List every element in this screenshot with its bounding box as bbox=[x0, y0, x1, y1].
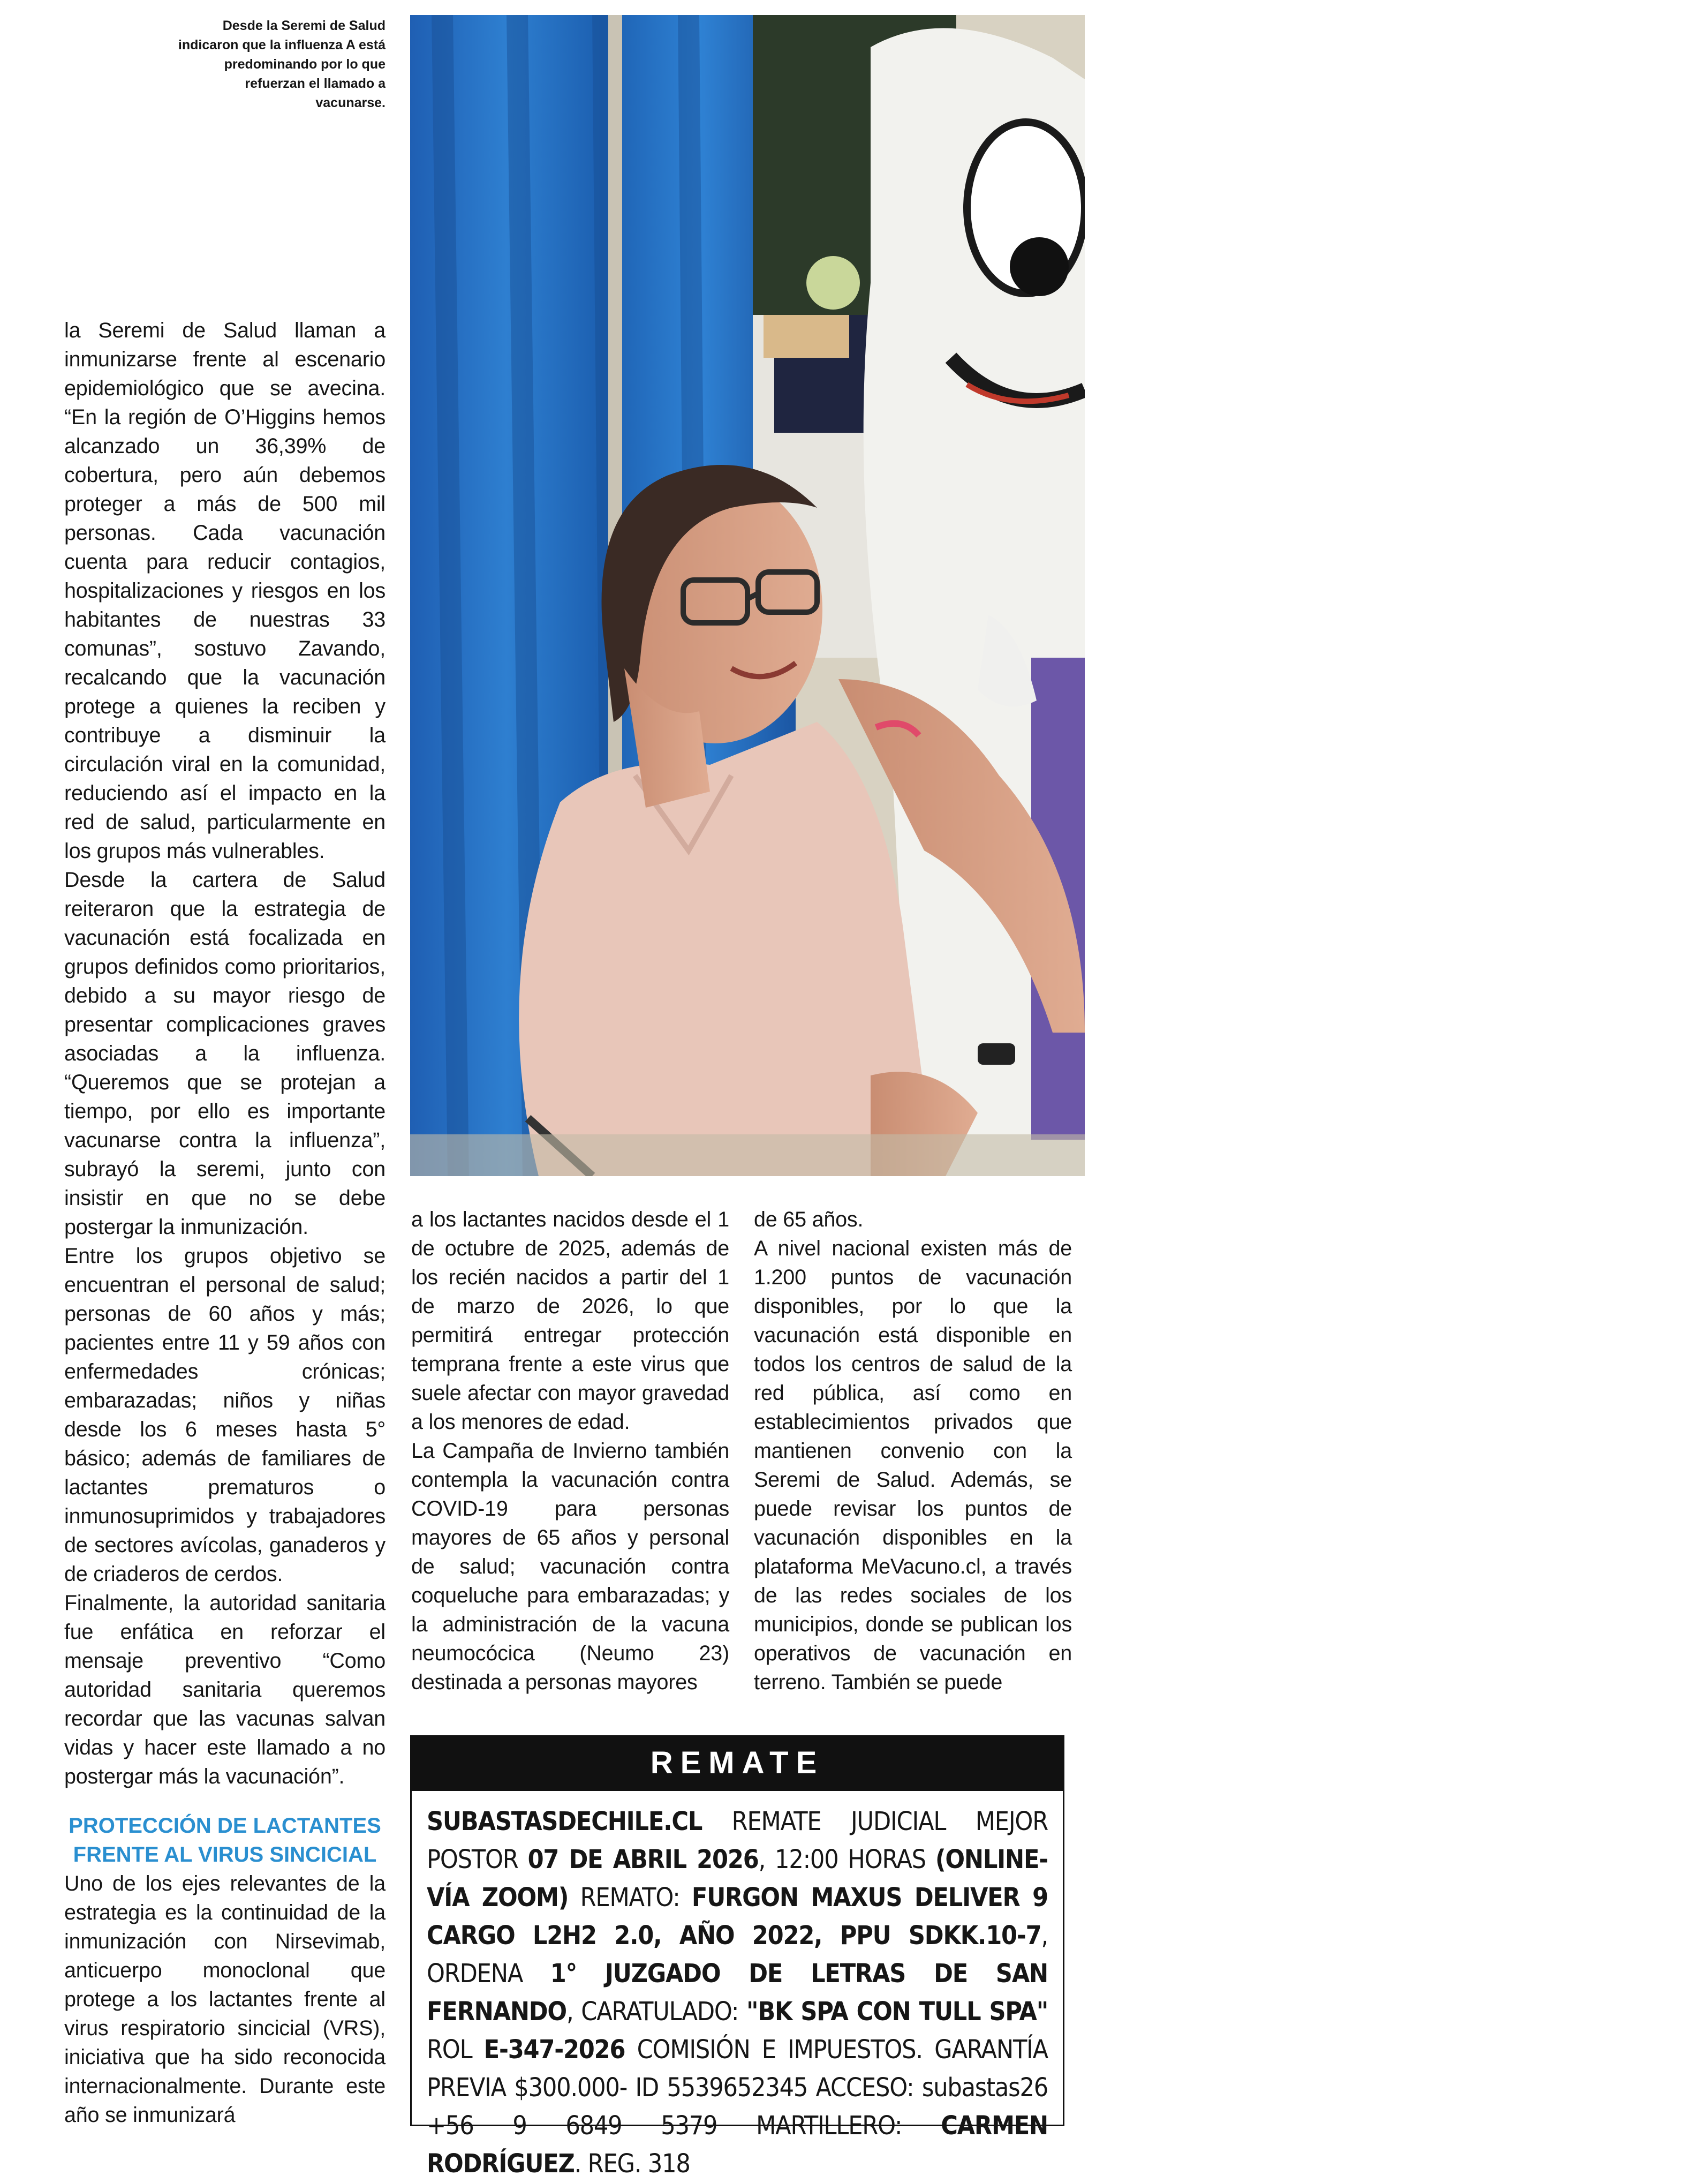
ad-text: REMATO: bbox=[568, 1883, 692, 1913]
classified-ad-body bbox=[412, 1791, 1063, 2183]
article-column-left bbox=[64, 316, 386, 1791]
ad-auctioneer: CARMEN RODRÍGUEZ bbox=[427, 2111, 1048, 2179]
article-column-middle bbox=[411, 1205, 729, 1697]
ad-mode: (ONLINE-VÍA ZOOM) bbox=[427, 1845, 1048, 1913]
paragraph: a los lactantes nacidos desde el 1 de octubre de 2025, además de los recién nacidos a partir del 1 de marzo de 2026, lo que permitirá entregar protección temprana frente a este virus que suele afectar con mayor gravedad a los menores de edad. bbox=[411, 1208, 729, 1434]
ad-text: , 12:00 HORAS bbox=[758, 1845, 935, 1875]
ad-date: 07 DE ABRIL 2026 bbox=[527, 1845, 759, 1875]
ad-text: , CARATULADO: bbox=[566, 1997, 747, 2027]
ad-court: 1° JUZGADO DE LETRAS DE SAN FERNANDO bbox=[427, 1959, 1048, 2027]
paragraph: Desde la cartera de Salud reiteraron que la estrategia de vacunación está focalizada en grupos definidos como prioritarios, debido a su mayor riesgo de presentar complicaciones graves asociadas a la influenza. “Queremos que se protejan a tiempo, por ello es importante vacunarse contra la influenza”, subrayó la seremi, junto con insistir en que no se debe postergar la inmunización. bbox=[64, 868, 386, 1239]
ad-website: SUBASTASDECHILE.CL bbox=[427, 1806, 702, 1836]
classified-ad-remate bbox=[410, 1735, 1064, 2179]
ad-text: . REG. 318 bbox=[574, 2149, 690, 2179]
ad-text: REMATE JUDICIAL MEJOR POSTOR bbox=[427, 1806, 1048, 1875]
article-column-right bbox=[754, 1205, 1072, 1697]
vaccination-photo-illustration bbox=[410, 15, 1085, 1176]
photo-caption: Desde la Seremi de Salud indicaron que la influenza A está predominando por lo que refuerzan el llamado a vacunarse. bbox=[178, 18, 386, 110]
paragraph: La Campaña de Invierno también contempla la vacunación contra COVID-19 para personas mayores de 65 años y personal de salud; vacunación contra coqueluche para embarazadas; y la administración de la vacuna neumocócica (Neumo 23) destinada a personas mayores bbox=[411, 1439, 729, 1694]
paragraph: de 65 años. bbox=[754, 1208, 864, 1231]
ad-case: "BK SPA CON TULL SPA" bbox=[746, 1997, 1048, 2027]
paragraph: Finalmente, la autoridad sanitaria fue enfática en reforzar el mensaje preventivo “Como autoridad sanitaria queremos recordar que las vacunas salvan vidas y hacer este llamado a no postergar más la vacunación”. bbox=[64, 1591, 386, 1788]
ad-rol: E-347-2026 bbox=[483, 2035, 625, 2065]
paragraph: la Seremi de Salud llaman a inmunizarse frente al escenario epidemiológico que se avecina. “En la región de O’Higgins hemos alcanzado un 36,39% de cobertura, pero aún debemos proteger a más de 500 mil personas. Cada vacunación cuenta para reducir contagios, hospitalizaciones y riesgos en los habitantes de nuestras 33 comunas”, sostuvo Zavando, recalcando que la vacunación protege a quienes la reciben y contribuye a disminuir la circulación viral en la comunidad, reduciendo así el impacto en la red de salud, particularmente en los grupos más vulnerables. bbox=[64, 319, 386, 863]
article-column-left-lower bbox=[64, 1869, 386, 2129]
ad-text: , ORDENA bbox=[427, 1921, 1048, 1989]
ad-vehicle: FURGON MAXUS DELIVER 9 CARGO L2H2 2.0, AÑO 2022, PPU SDKK.10-7 bbox=[427, 1883, 1048, 1951]
paragraph: A nivel nacional existen más de 1.200 puntos de vacunación disponibles, por lo que la vacunación está disponible en todos los centros de salud de la red pública, así como en establecimientos privados que mantienen convenio con la Seremi de Salud. Además, se puede revisar los puntos de vacunación disponibles en la plataforma MeVacuno.cl, a través de las redes sociales de los municipios, donde se publican los operativos de vacunación en terreno. También se puede bbox=[754, 1237, 1072, 1694]
vaccination-photo-icon bbox=[410, 15, 1085, 1176]
ad-text: ROL bbox=[427, 2035, 484, 2065]
ad-text: COMISIÓN E IMPUESTOS. GARANTÍA PREVIA $300.000- ID 5539652345 ACCESO: subastas26 +56 9 6849 5379 MARTILLERO: bbox=[427, 2035, 1048, 2141]
section-subheading: PROTECCIÓN DE LACTANTES FRENTE AL VIRUS SINCICIAL bbox=[69, 1814, 381, 1866]
classified-ad-title: REMATE bbox=[410, 1735, 1064, 1791]
paragraph: Uno de los ejes relevantes de la estrategia es la continuidad de la inmunización con Nirsevimab, anticuerpo monoclonal que protege a los lactantes frente al virus respiratorio sincicial (VRS), iniciativa que ha sido reconocida internacionalmente. Durante este año se inmunizará bbox=[64, 1872, 386, 2127]
paragraph: Entre los grupos objetivo se encuentran el personal de salud; personas de 60 años y más; pacientes entre 11 y 59 años con enfermedades crónicas; embarazadas; niños y niñas desde los 6 meses hasta 5° básico; además de familiares de lactantes prematuros o inmunosuprimidos y trabajadores de sectores avícolas, ganaderos y de criaderos de cerdos. bbox=[64, 1244, 386, 1586]
